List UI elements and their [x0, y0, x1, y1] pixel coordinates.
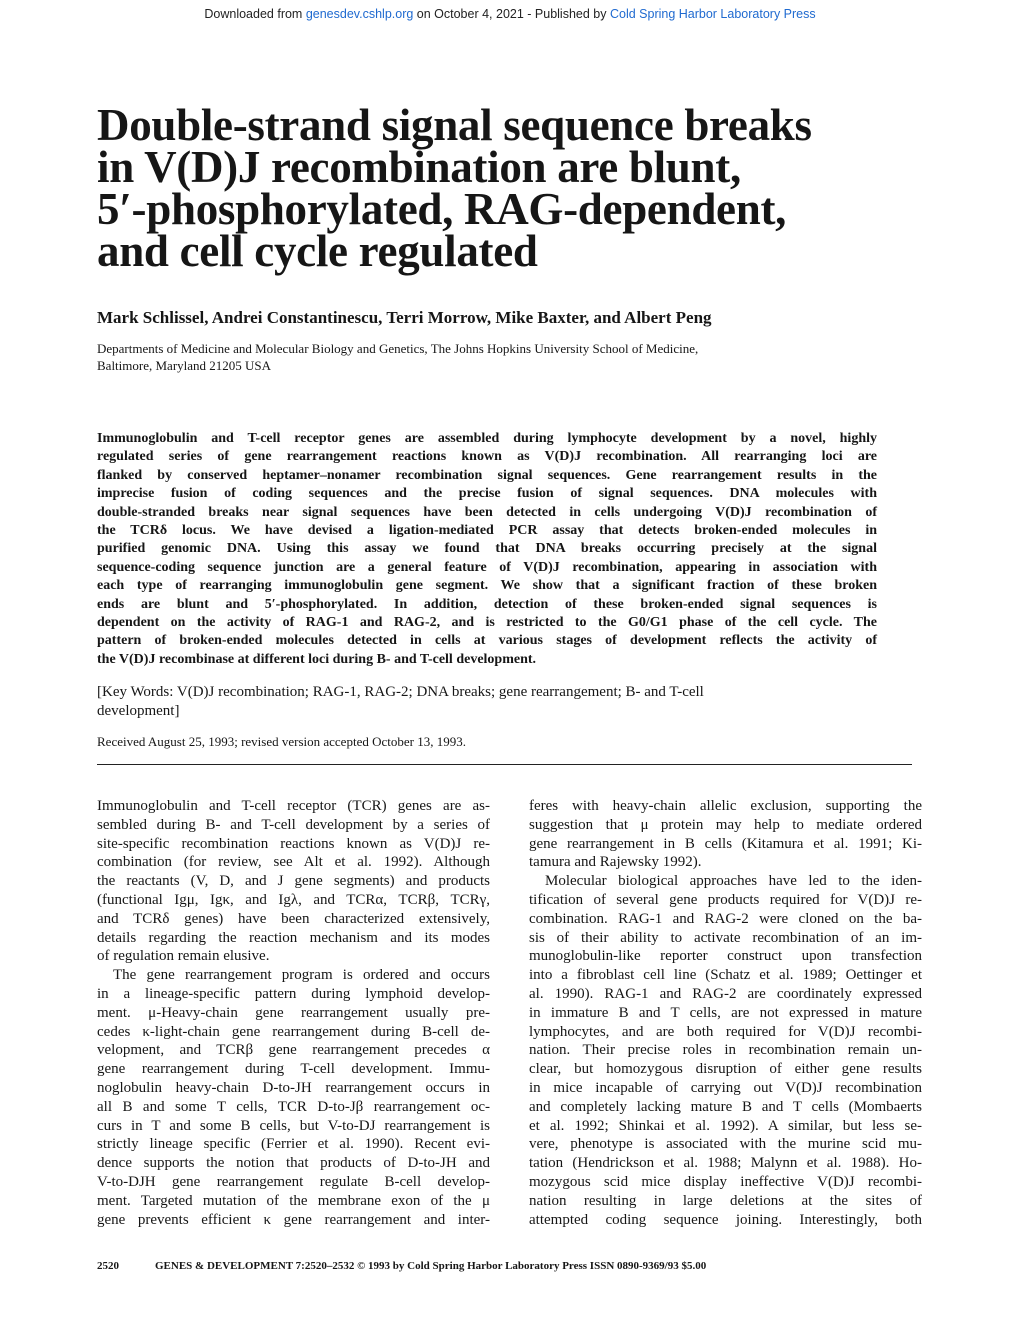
abstract-line: ends are blunt and 5′-phosphorylated. In addition, detection of these broken-ended signal sequences is	[97, 596, 877, 612]
page-number: 2520	[97, 1260, 119, 1272]
body-line: gene rearrangement in B cells (Kitamura et al. 1991; Ki-	[529, 835, 922, 852]
body-line: and completely lacking mature B and T cells (Mombaerts	[529, 1098, 922, 1115]
body-line: suggestion that μ protein may help to mediate ordered	[529, 816, 922, 833]
body-line: cedes κ-light-chain gene rearrangement during B-cell de-	[97, 1023, 490, 1040]
abstract-line: dependent on the activity of RAG-1 and RAG-2, and is restricted to the G0/G1 phase of the cell cycle. The	[97, 615, 877, 631]
abstract-line: purified genomic DNA. Using this assay we found that DNA breaks occurring precisely at the signal	[97, 541, 877, 557]
body-line: all B and some T cells, TCR D-to-Jβ rearrangement oc-	[97, 1098, 490, 1115]
body-line: feres with heavy-chain allelic exclusion, supporting the	[529, 798, 922, 814]
abstract-line: imprecise fusion of coding sequences and the precise fusion of signal sequences. DNA molecules with	[97, 486, 877, 502]
section-divider	[97, 764, 912, 765]
body-line: nation. Their precise roles in recombination remain un-	[529, 1042, 922, 1059]
paper-title	[97, 100, 897, 276]
abstract-line: each type of rearranging immunoglobulin gene segment. We show that a significant fraction of these broken	[97, 578, 877, 594]
body-line: in a lineage-specific pattern during lymphoid develop-	[97, 985, 490, 1002]
banner-prefix: Downloaded from	[204, 7, 306, 21]
body-line: vere, phenotype is associated with the murine scid mu-	[529, 1136, 922, 1153]
abstract-line: the TCRδ locus. We have devised a ligation-mediated PCR assay that detects broken-ended molecules in	[97, 523, 877, 539]
body-line: site-specific recombination reactions known as V(D)J re-	[97, 835, 490, 852]
body-line: et al. 1992; Shinkai et al. 1992). A similar, but less se-	[529, 1117, 922, 1134]
body-line: velopment, and TCRβ gene rearrangement precedes α	[97, 1042, 490, 1059]
body-line: ment. Targeted mutation of the membrane exon of the μ	[97, 1192, 490, 1209]
abstract-line: sequence-coding sequence junction are a general feature of V(D)J recombination, appearing in association with	[97, 559, 877, 575]
body-line: attempted coding sequence joining. Interestingly, both	[529, 1211, 922, 1228]
abstract-line: pattern of broken-ended molecules detected in cells at various stages of development reflects the activity of	[97, 633, 877, 649]
body-line: lymphocytes, and are both required for V(D)J recombi-	[529, 1023, 922, 1040]
key-words-line: [Key Words: V(D)J recombination; RAG-1, RAG-2; DNA breaks; gene rearrangement; B- and T-cell	[97, 684, 704, 700]
title-line: and cell cycle regulated	[97, 226, 538, 276]
body-line: Immunoglobulin and T-cell receptor (TCR) genes are as-	[97, 798, 490, 814]
body-line: into a fibroblast cell line (Schatz et al. 1989; Oettinger et	[529, 967, 922, 984]
body-line: Molecular biological approaches have led to the iden-	[545, 873, 922, 890]
body-line: tamura and Rajewsky 1992).	[529, 854, 702, 871]
banner-middle: on October 4, 2021 - Published by	[413, 7, 610, 21]
body-line: curs in T and some B cells, but V-to-DJ rearrangement is	[97, 1117, 490, 1134]
body-line: (functional Igμ, Igκ, and Igλ, and TCRα, TCRβ, TCRγ,	[97, 891, 490, 908]
affiliation	[97, 340, 857, 374]
body-line: gene prevents efficient κ gene rearrangement and inter-	[97, 1211, 490, 1228]
body-line: details regarding the reaction mechanism and its modes	[97, 929, 490, 946]
affiliation-line: Departments of Medicine and Molecular Biology and Genetics, The Johns Hopkins University School of Medicine,	[97, 341, 699, 356]
page-footer	[97, 1260, 897, 1272]
body-column-right	[529, 797, 922, 1229]
journal-citation: GENES & DEVELOPMENT 7:2520–2532 © 1993 by Cold Spring Harbor Laboratory Press ISSN 0890-9369/93 $5.00	[155, 1260, 707, 1272]
body-line: ment. μ-Heavy-chain gene rearrangement usually pre-	[97, 1004, 490, 1021]
body-line: The gene rearrangement program is ordered and occurs	[113, 967, 490, 984]
body-line: sis of their ability to activate recombination of an im-	[529, 929, 922, 946]
abstract-line: regulated series of gene rearrangement reactions known as V(D)J recombination. All rearranging loci are	[97, 449, 877, 465]
body-line: noglobulin heavy-chain D-to-JH rearrangement occurs in	[97, 1079, 490, 1096]
body-line: V-to-DJH gene rearrangement regulate B-cell develop-	[97, 1173, 490, 1190]
body-line: and TCRδ genes) have been characterized extensively,	[97, 910, 490, 927]
body-line: in immature B and T cells, are not expressed in mature	[529, 1004, 922, 1021]
abstract	[97, 430, 877, 669]
publisher-link[interactable]: Cold Spring Harbor Laboratory Press	[609, 7, 816, 21]
body-line: combination (for review, see Alt et al. 1992). Although	[97, 854, 490, 871]
download-banner	[0, 7, 1020, 21]
abstract-line: double-stranded breaks near signal sequences have been detected in cells undergoing V(D)J recombination of	[97, 504, 877, 520]
body-line: munoglobulin-like reporter construct upon transfection	[529, 948, 922, 965]
body-line: nation resulting in large deletions at the sites of	[529, 1192, 922, 1209]
abstract-line: flanked by conserved heptamer–nonamer recombination signal sequences. Gene rearrangement results in the	[97, 467, 877, 483]
body-line: clear, but homozygous disruption of either gene results	[529, 1061, 922, 1078]
body-line: gene rearrangement during T-cell development. Immu-	[97, 1061, 490, 1078]
body-line: in mice incapable of carrying out V(D)J recombination	[529, 1079, 922, 1096]
title-line: in V(D)J recombination are blunt,	[97, 142, 741, 192]
key-words	[97, 683, 837, 721]
body-line: the reactants (V, D, and J gene segments) and products	[97, 873, 490, 890]
body-line: strictly lineage specific (Ferrier et al. 1990). Recent evi-	[97, 1136, 490, 1153]
abstract-line: the V(D)J recombinase at different loci during B- and T-cell development.	[97, 651, 537, 667]
author-list: Mark Schlissel, Andrei Constantinescu, Terri Morrow, Mike Baxter, and Albert Peng	[97, 308, 712, 327]
key-words-line: development]	[97, 703, 180, 719]
title-line: 5′-phosphorylated, RAG-dependent,	[97, 184, 787, 234]
body-line: al. 1990). RAG-1 and RAG-2 are coordinately expressed	[529, 985, 922, 1002]
body-line: tation (Hendrickson et al. 1988; Malynn et al. 1988). Ho-	[529, 1155, 922, 1172]
body-line: combination. RAG-1 and RAG-2 were cloned on the ba-	[529, 910, 922, 927]
abstract-line: Immunoglobulin and T-cell receptor genes are assembled during lymphocyte development by a novel, highly	[97, 431, 877, 446]
body-line: dence supports the notion that products of D-to-JH and	[97, 1155, 490, 1172]
affiliation-line: Baltimore, Maryland 21205 USA	[97, 358, 272, 373]
body-line: mozygous scid mice display ineffective V(D)J recombi-	[529, 1173, 922, 1190]
body-line: sembled during B- and T-cell development by a series of	[97, 816, 490, 833]
site-link[interactable]: genesdev.cshlp.org	[305, 7, 414, 21]
body-column-left	[97, 797, 490, 1229]
body-line: tification of several gene products required for V(D)J re-	[529, 891, 922, 908]
body-line: of regulation remain elusive.	[97, 948, 270, 965]
title-line: Double-strand signal sequence breaks	[97, 100, 812, 150]
received-dates: Received August 25, 1993; revised version accepted October 13, 1993.	[97, 734, 466, 749]
